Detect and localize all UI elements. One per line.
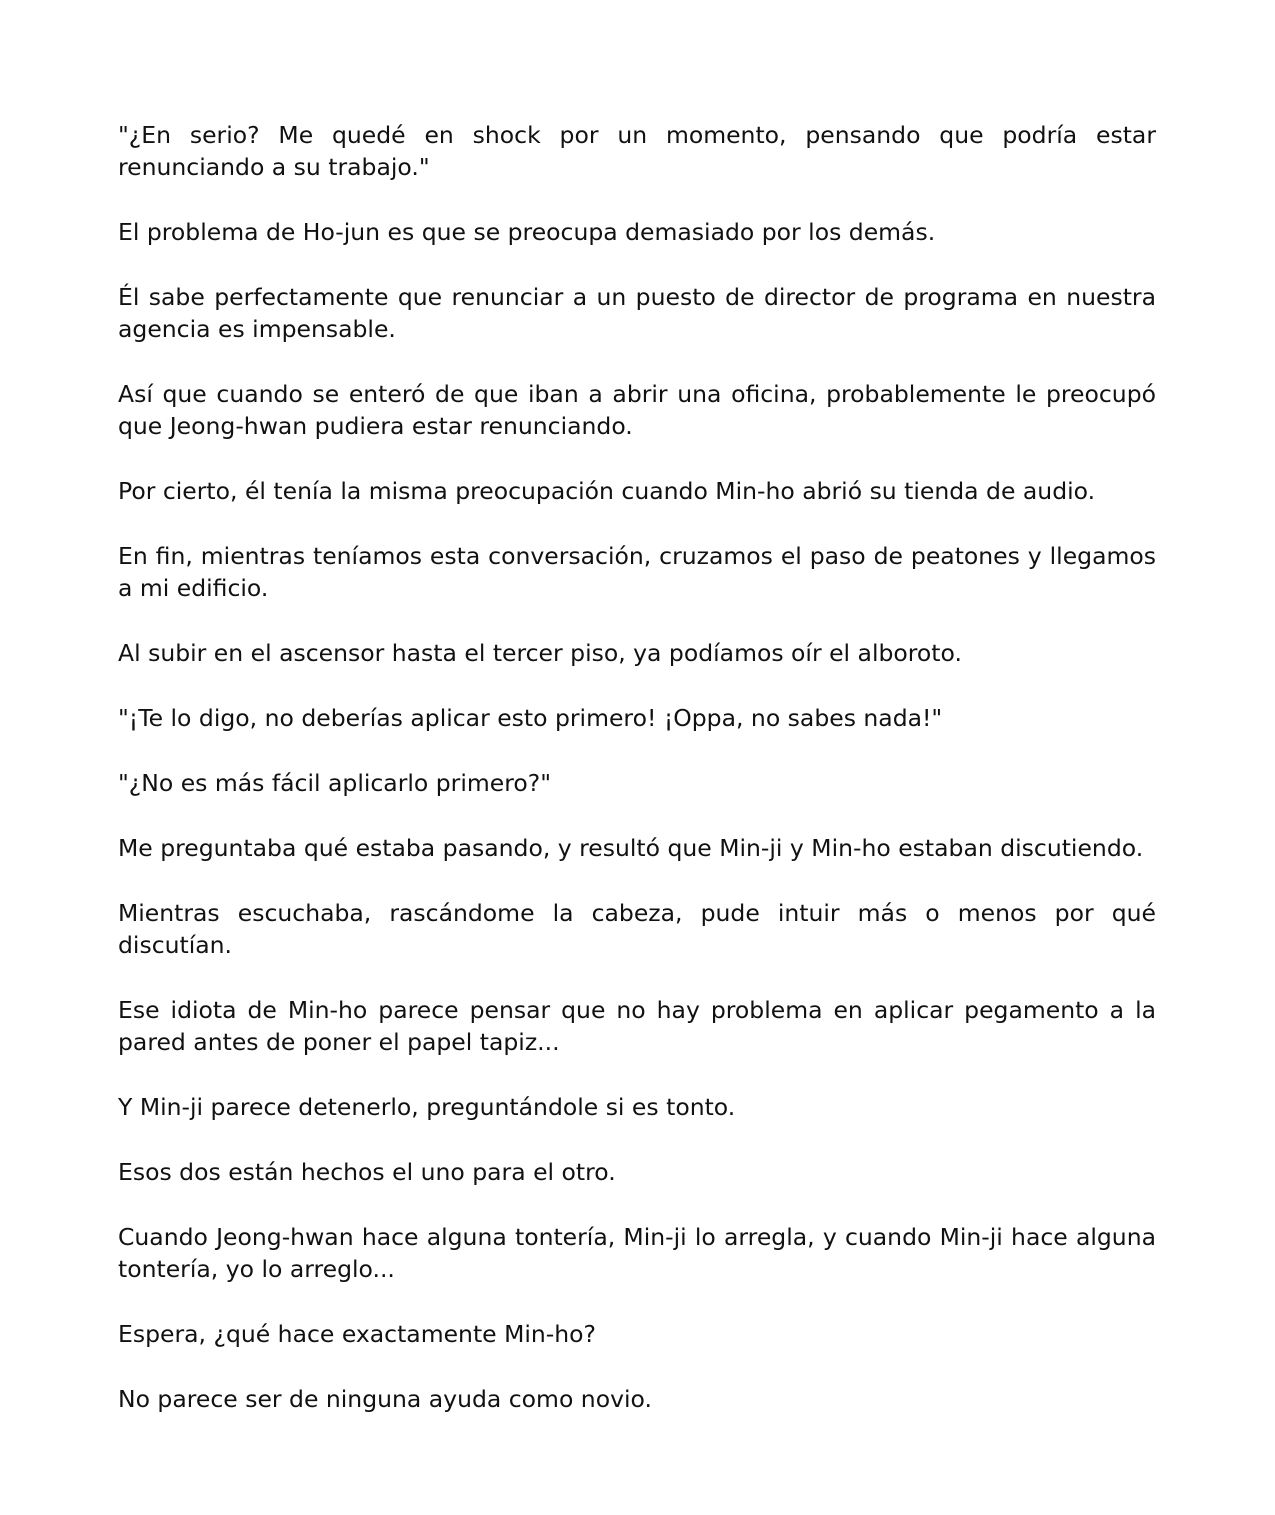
paragraph: Por cierto, él tenía la misma preocupación cuando Min-ho abrió su tienda de audio.	[118, 477, 1096, 505]
paragraph: Él sabe perfectamente que renunciar a un puesto de director de programa en nuestra agencia es impensable.	[118, 283, 1156, 343]
paragraph: No parece ser de ninguna ayuda como novio.	[118, 1385, 652, 1413]
paragraph: Espera, ¿qué hace exactamente Min-ho?	[118, 1320, 597, 1348]
paragraph: Mientras escuchaba, rascándome la cabeza, pude intuir más o menos por qué discutían.	[118, 899, 1156, 959]
paragraph: Y Min-ji parece detenerlo, preguntándole si es tonto.	[118, 1093, 736, 1121]
paragraph: "¡Te lo digo, no deberías aplicar esto primero! ¡Oppa, no sabes nada!"	[118, 704, 943, 732]
paragraph: "¿En serio? Me quedé en shock por un momento, pensando que podría estar renunciando a su trabajo."	[118, 121, 1156, 181]
paragraph: "¿No es más fácil aplicarlo primero?"	[118, 769, 552, 797]
paragraph: Esos dos están hechos el uno para el otro.	[118, 1158, 616, 1186]
paragraph: Ese idiota de Min-ho parece pensar que no hay problema en aplicar pegamento a la pared antes de poner el papel tapiz...	[118, 996, 1156, 1056]
paragraph: En fin, mientras teníamos esta conversación, cruzamos el paso de peatones y llegamos a mi edificio.	[118, 542, 1156, 602]
paragraph: Al subir en el ascensor hasta el tercer piso, ya podíamos oír el alboroto.	[118, 639, 962, 667]
paragraph: Cuando Jeong-hwan hace alguna tontería, Min-ji lo arregla, y cuando Min-ji hace alguna tontería, yo lo arreglo...	[118, 1223, 1156, 1283]
paragraph: El problema de Ho-jun es que se preocupa demasiado por los demás.	[118, 218, 936, 246]
document-body	[118, 119, 1156, 1448]
paragraph: Así que cuando se enteró de que iban a abrir una oficina, probablemente le preocupó que Jeong-hwan pudiera estar renunciando.	[118, 380, 1156, 440]
paragraph: Me preguntaba qué estaba pasando, y resultó que Min-ji y Min-ho estaban discutiendo.	[118, 834, 1144, 862]
